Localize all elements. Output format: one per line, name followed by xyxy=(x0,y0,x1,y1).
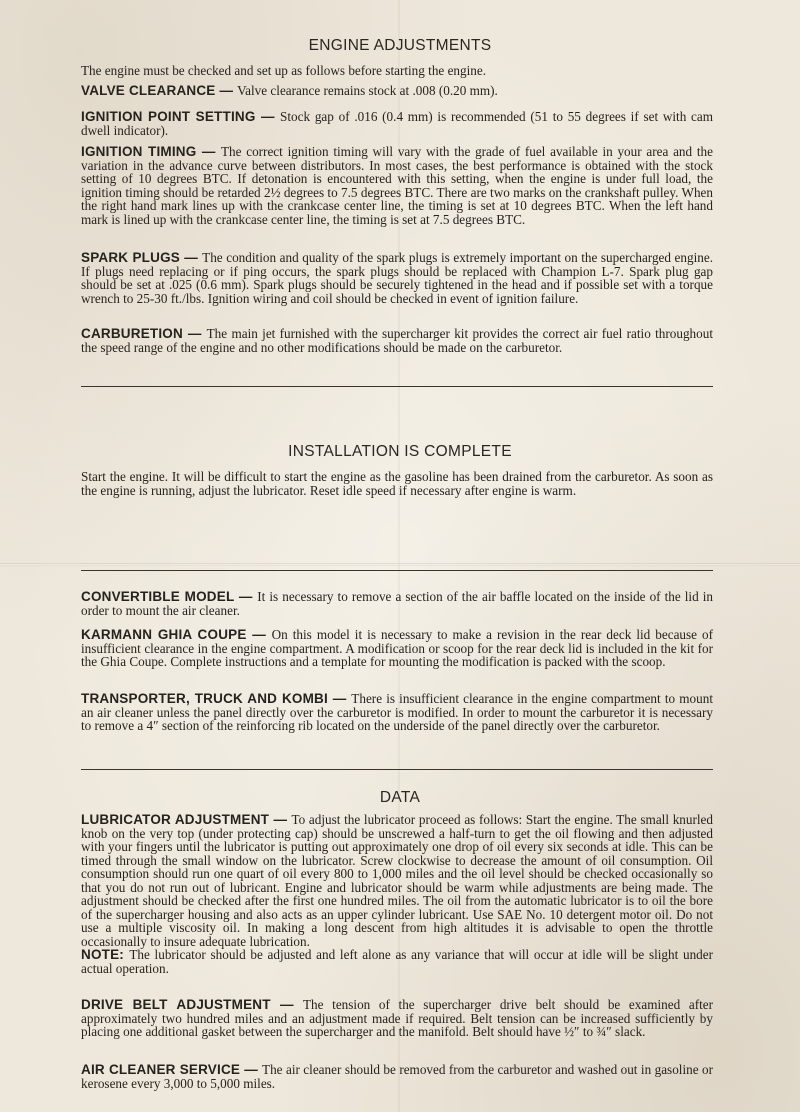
valve-clearance-label: VALVE CLEARANCE — xyxy=(81,83,238,98)
data-heading: DATA xyxy=(379,789,421,806)
section-divider xyxy=(81,769,713,770)
spark-plugs-paragraph xyxy=(81,251,713,305)
installation-heading: INSTALLATION IS COMPLETE xyxy=(288,443,512,460)
drive-belt-label: DRIVE BELT ADJUSTMENT — xyxy=(81,997,303,1012)
spark-plugs-text: The condition and quality of the spark plugs is extremely important on the supercharged engine. If plugs need replacing or if ping occurs, the spark plugs should be replaced with Champion L-7. Spark plug gap should be set at .025 (0.6 mm). Spark plugs should be securely tightened in the head and if possible set with a torque wrench to 25-30 ft./lbs. Ignition wiring and coil should be checked in event of ignition failure. xyxy=(81,250,714,306)
ignition-timing-text: The correct ignition timing will vary with the grade of fuel available in your area and the variation in the advance curve between distributors. In most cases, the best performance is obtained with the stock setting of 10 degrees BTC. If detonation is encountered with this setting, when the engine is under full load, the ignition timing should be retarded 2½ degrees to 7.5 degrees BTC. There are two marks on the crankshaft pulley. When the right hand mark lines up with the crankcase center line, the timing is set at 10 degrees BTC. When the left hand mark is lined up with the crankcase center line, the timing is set at 7.5 degrees BTC. xyxy=(81,144,713,227)
ignition-timing-label: IGNITION TIMING — xyxy=(81,144,221,159)
engine-adjustments-heading: ENGINE ADJUSTMENTS xyxy=(308,37,492,54)
karmann-ghia-text: On this model it is necessary to make a revision in the rear deck lid because of insufficient clearance in the engine compartment. A modification or scoop for the rear deck lid is included in the kit for the Ghia Coupe. Complete instructions and a template for mounting the modification is packed with the scoop. xyxy=(81,627,714,669)
transporter-paragraph xyxy=(81,692,713,733)
lubricator-label: LUBRICATOR ADJUSTMENT — xyxy=(81,812,292,827)
ignition-point-label: IGNITION POINT SETTING — xyxy=(81,109,281,124)
lubricator-text: To adjust the lubricator proceed as follows: Start the engine. The small knurled knob on the very top (under protecting cap) should be unscrewed a half-turn to get the oil flowing and then adjusted with your fingers until the lubricator is putting out approximately one drop of oil every six seconds at idle. This can be timed through the small window on the lubricator. Screw clockwise to decrease the amount of oil consumption. Oil consumption should run one quart of oil every 800 to 1,000 miles and the oil level should be checked occasionally so that you do not run out of lubricant. Engine and lubricator should be warm while adjustments are being made. The adjustment should be checked after the first one hundred miles. The oil from the automatic lubricator is to oil the bore of the supercharger housing and also acts as an upper cylinder lubricant. Use SAE No. 10 detergent motor oil. Do not use a multiple viscosity oil. In making a long descent from high altitudes it is advisable to open the throttle occasionally to insure adequate lubrication. xyxy=(81,812,713,949)
drive-belt-text: The tension of the supercharger drive belt should be examined after approximately two hundred miles and an adjustment made if required. Belt tension can be increased sufficiently by placing one additional gasket between the supercharger and the manifold. Belt should have ½″ to ¾″ slack. xyxy=(81,997,713,1039)
carburetion-paragraph xyxy=(81,327,713,354)
karmann-ghia-paragraph xyxy=(81,628,713,669)
convertible-model-label: CONVERTIBLE MODEL — xyxy=(81,589,258,604)
ignition-point-text: Stock gap of .016 (0.4 mm) is recommended (51 to 55 degrees if set with cam dwell indicator). xyxy=(81,109,713,138)
convertible-model-text: It is necessary to remove a section of the air baffle located on the inside of the lid in order to mount the air cleaner. xyxy=(81,589,713,618)
convertible-model-paragraph xyxy=(81,590,713,617)
valve-clearance-text: Valve clearance remains stock at .008 (0.20 mm). xyxy=(237,83,498,98)
section-divider xyxy=(81,570,713,571)
engine-intro: The engine must be checked and set up as follows before starting the engine. xyxy=(81,63,487,78)
ignition-timing-paragraph xyxy=(81,145,713,226)
paper-horizontal-fold xyxy=(0,563,800,566)
transporter-label: TRANSPORTER, TRUCK AND KOMBI — xyxy=(81,691,352,706)
section-divider xyxy=(81,386,713,387)
ignition-point-paragraph xyxy=(81,110,713,137)
air-cleaner-label: AIR CLEANER SERVICE — xyxy=(81,1062,263,1077)
air-cleaner-text: The air cleaner should be removed from the carburetor and washed out in gasoline or kerosene every 3,000 to 5,000 miles. xyxy=(81,1062,713,1091)
karmann-ghia-label: KARMANN GHIA COUPE — xyxy=(81,627,272,642)
transporter-text: There is insufficient clearance in the engine compartment to mount an air cleaner unless the panel directly over the carburetor is modified. In order to mount the carburetor it is necessary to remove a 4″ section of the reinforcing rib located on the underside of the panel directly over the carburetor. xyxy=(81,691,713,733)
installation-text: Start the engine. It will be difficult to start the engine as the gasoline has been drained from the carburetor. As soon as the engine is running, adjust the lubricator. Reset idle speed if necessary after engine is warm. xyxy=(81,469,713,498)
carburetion-label: CARBURETION — xyxy=(81,326,207,341)
spark-plugs-label: SPARK PLUGS — xyxy=(81,250,203,265)
valve-clearance-paragraph xyxy=(81,84,713,98)
note-text: The lubricator should be adjusted and left alone as any variance that will occur at idle will be slight under actual operation. xyxy=(81,947,713,976)
lubricator-paragraph xyxy=(81,813,713,975)
carburetion-text: The main jet furnished with the supercharger kit provides the correct air fuel ratio throughout the speed range of the engine and no other modifications should be made on the carburetor. xyxy=(81,326,713,355)
air-cleaner-paragraph xyxy=(81,1063,713,1090)
drive-belt-paragraph xyxy=(81,998,713,1039)
note-label: NOTE: xyxy=(81,947,130,962)
